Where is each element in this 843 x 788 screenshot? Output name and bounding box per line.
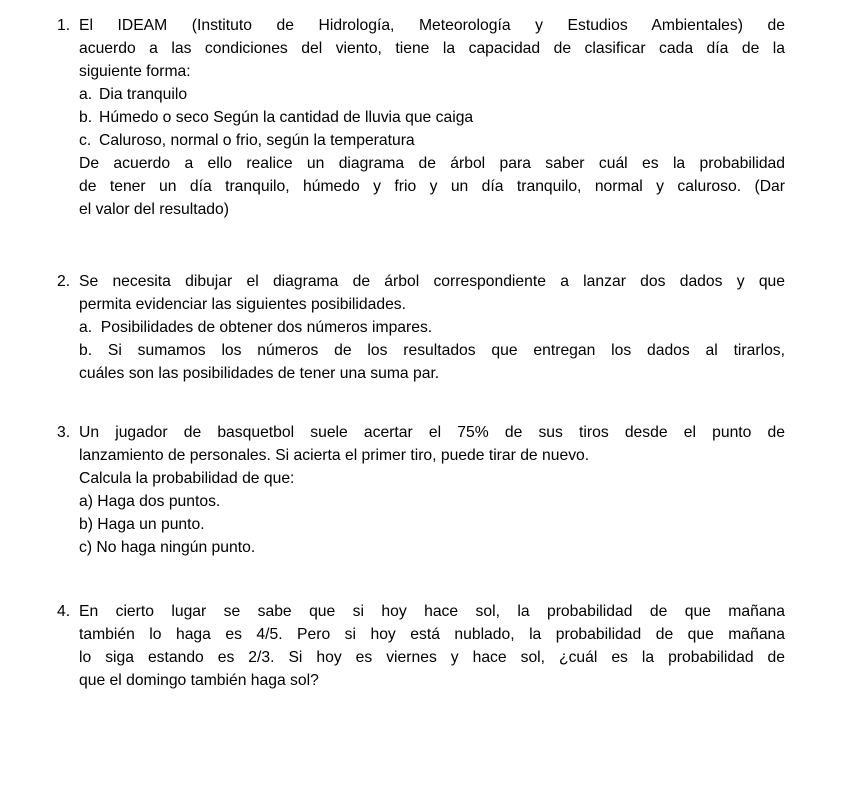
text-line: b. Si sumamos los números de los resultados que entregan los dados al tirarlos,	[79, 342, 785, 359]
text-line: c) No haga ningún punto.	[79, 539, 256, 556]
item-number: 3.	[57, 424, 71, 441]
item-number: 4.	[57, 603, 71, 620]
sub-item-marker: c.	[79, 132, 92, 149]
text-line: de tener un día tranquilo, húmedo y frio y un día tranquilo, normal y caluroso. (Dar	[79, 178, 785, 195]
sub-item-text: Dia tranquilo	[99, 86, 188, 103]
text-line: lo siga estando es 2/3. Si hoy es viernes y hace sol, ¿cuál es la probabilidad de	[79, 649, 785, 666]
text-line: permita evidenciar las siguientes posibilidades.	[79, 296, 407, 313]
sub-item-text: Húmedo o seco Según la cantidad de lluvia que caiga	[99, 109, 474, 126]
text-line: que el domingo también haga sol?	[79, 672, 319, 689]
text-line: Calcula la probabilidad de que:	[79, 470, 295, 487]
problem-item-1	[57, 14, 785, 221]
text-line: a) Haga dos puntos.	[79, 493, 221, 510]
sub-item-marker: b.	[79, 109, 93, 126]
sub-item	[79, 129, 785, 152]
text-line: a. Posibilidades de obtener dos números impares.	[79, 319, 433, 336]
text-line: cuáles son las posibilidades de tener una suma par.	[79, 365, 440, 382]
text-line: también lo haga es 4/5. Pero si hoy está nublado, la probabilidad de que mañana	[79, 626, 785, 643]
item-content	[79, 600, 785, 692]
item-content	[79, 14, 785, 221]
text-line: lanzamiento de personales. Si acierta el primer tiro, puede tirar de nuevo.	[79, 447, 590, 464]
item-number: 2.	[57, 273, 71, 290]
problem-item-2	[57, 270, 785, 385]
text-line: b) Haga un punto.	[79, 516, 205, 533]
item-content	[79, 270, 785, 385]
text-line: En cierto lugar se sabe que si hoy hace sol, la probabilidad de que mañana	[79, 603, 785, 620]
text-line: El IDEAM (Instituto de Hidrología, Meteorología y Estudios Ambientales) de	[79, 17, 785, 34]
problem-item-4	[57, 600, 785, 692]
sub-item	[79, 83, 785, 106]
text-line: acuerdo a las condiciones del viento, tiene la capacidad de clasificar cada día de la	[79, 40, 785, 57]
text-line: Un jugador de basquetbol suele acertar el 75% de sus tiros desde el punto de	[79, 424, 785, 441]
problem-item-3	[57, 421, 785, 559]
sub-item-marker: a.	[79, 86, 93, 103]
text-line: siguiente forma:	[79, 63, 191, 80]
text-line: el valor del resultado)	[79, 201, 229, 218]
item-number: 1.	[57, 17, 71, 34]
sub-item-text: Caluroso, normal o frio, según la temperatura	[99, 132, 415, 149]
item-content	[79, 421, 785, 559]
text-line: Se necesita dibujar el diagrama de árbol correspondiente a lanzar dos dados y que	[79, 273, 785, 290]
text-line: De acuerdo a ello realice un diagrama de árbol para saber cuál es la probabilidad	[79, 155, 785, 172]
sub-item	[79, 106, 785, 129]
